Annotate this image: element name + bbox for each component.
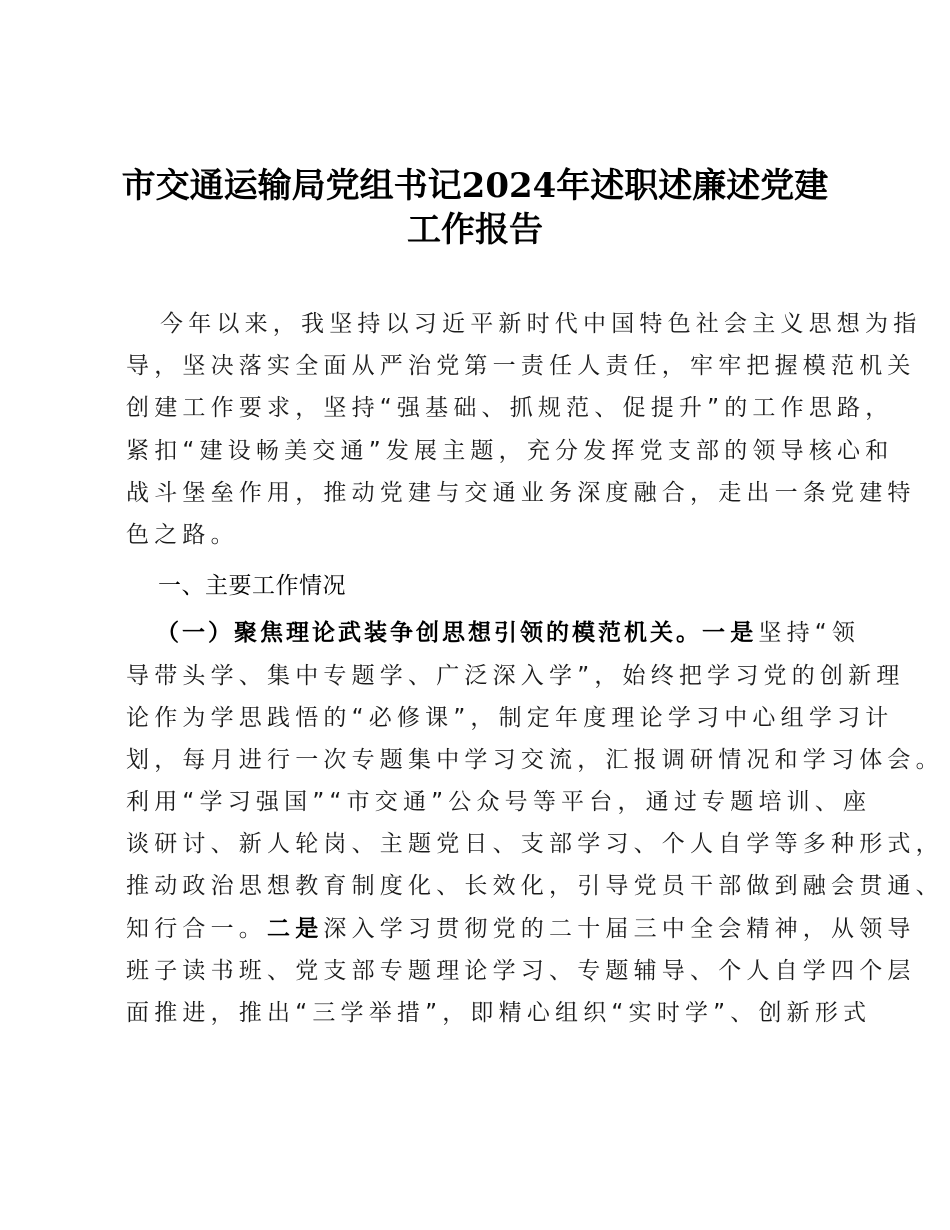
document-title-line-2: 工作报告 [407,210,543,250]
subsection-first-line [156,612,868,654]
body-line: 班子读书班、党支部专题理论学习、专题辅导、个人自学四个层 [126,958,916,984]
body-line: 推动政治思想教育制度化、长效化，引导党员干部做到融会贯通、 [126,873,944,899]
intro-line: 今年以来，我坚持以习近平新时代中国特色社会主义思想为指 [160,311,922,337]
body-line: 面推进，推出“三学举措”，即精心组织“实时学”、创新形式 [126,1000,872,1026]
body-line: 划，每月进行一次专题集中学习交流，汇报调研情况和学习体会。 [126,747,944,773]
document-title-line-1: 市交通运输局党组书记2024年述职述廉述党建 [121,166,829,206]
point-one-text-start: 坚持“领 [758,620,861,646]
body-line: 论作为学思践悟的“必修课”，制定年度理论学习中心组学习计 [126,705,894,731]
intro-line: 战斗堡垒作用，推动党建与交通业务深度融合，走出一条党建特 [126,480,916,506]
intro-line: 导，坚决落实全面从严治党第一责任人责任，牢牢把握模范机关 [126,353,916,379]
body-line: 谈研讨、新人轮岗、主题党日、支部学习、个人自学等多种形式， [126,831,944,857]
body-line: 导带头学、集中专题学、广泛深入学”，始终把学习党的创新理 [126,663,905,689]
point-one-label: 一是 [702,620,759,646]
intro-line: 色之路。 [126,522,239,548]
body-line-point-two [126,908,916,950]
point-two-label: 二是 [267,916,324,942]
point-two-prefix: 知行合一。 [126,916,267,942]
subsection-heading: （一）聚焦理论武装争创思想引领的模范机关。 [156,620,702,646]
section-heading: 一、主要工作情况 [158,573,346,599]
intro-line: 紧扣“建设畅美交通”发展主题，充分发挥党支部的领导核心和 [126,438,894,464]
body-line: 利用“学习强国”“市交通”公众号等平台，通过专题培训、座 [126,789,872,815]
point-two-text: 深入学习贯彻党的二十届三中全会精神，从领导 [323,916,916,942]
intro-line: 创建工作要求，坚持“强基础、抓规范、促提升”的工作思路， [126,395,894,421]
